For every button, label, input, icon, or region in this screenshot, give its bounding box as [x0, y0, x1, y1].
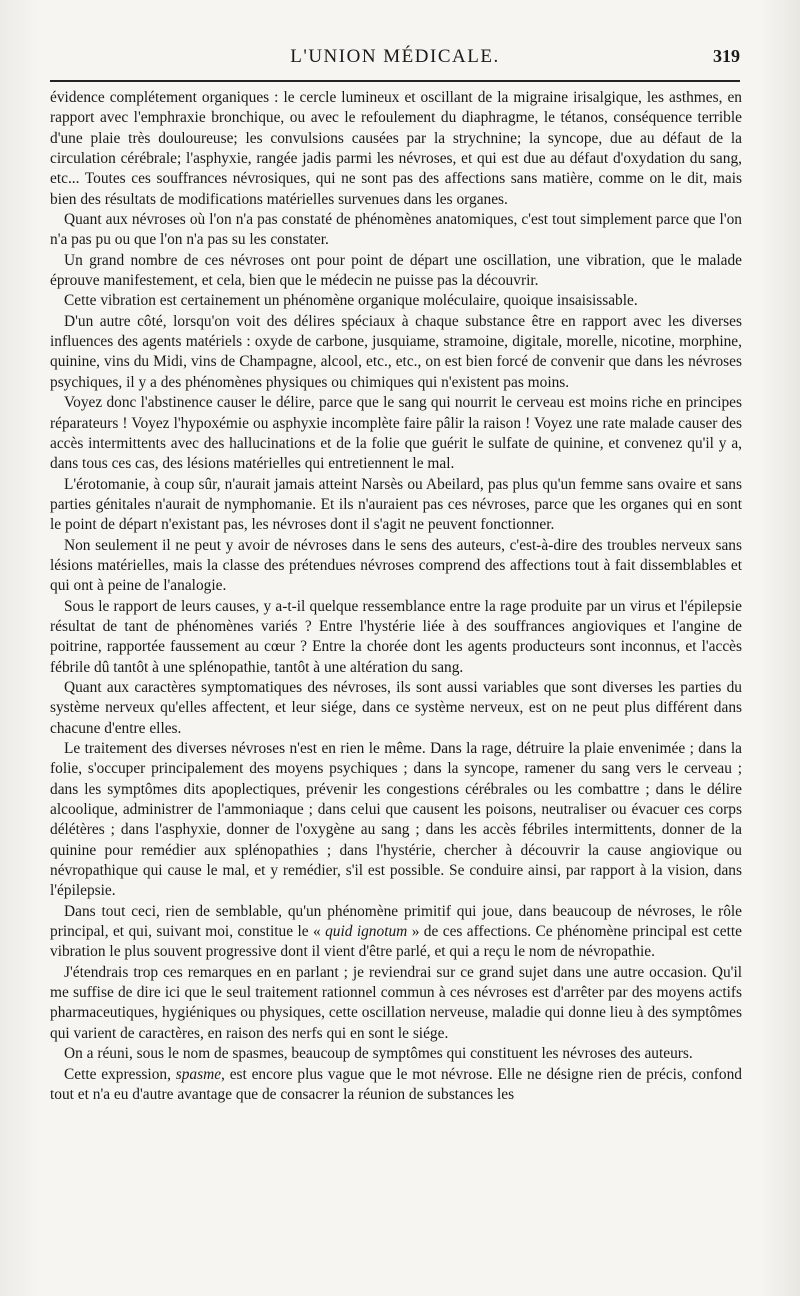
article-body: [50, 88, 742, 1105]
paragraph: D'un autre côté, lorsqu'on voit des délires spéciaux à chaque substance être en rapport avec les diverses influences des agents matériels : oxyde de carbone, jusquiame, stramoine, digitale, morelle, nicotine, morphine, quinine, vins du Midi, vins de Champagne, alcool, etc., etc., on est bien forcé de convenir que dans les névroses psychiques, il y a des phénomènes physiques ou chimiques qui n'existent pas moins.: [50, 312, 742, 391]
paragraph: [50, 1065, 742, 1106]
paragraph: [50, 902, 742, 963]
running-header: [50, 46, 740, 74]
paragraph: Cette vibration est certainement un phénomène organique moléculaire, quoique insaisissable.: [64, 292, 638, 310]
paragraph: Le traitement des diverses névroses n'est en rien le même. Dans la rage, détruire la plaie envenimée ; dans la folie, s'occuper principalement des moyens psychiques ; dans la syncope, ramener du sang vers le cerveau ; dans les symptômes dits apoplectiques, prévenir les congestions cérébrales ou les combattre ; dans le délire alcoolique, administrer de l'ammoniaque ; dans celui que causent les poisons, neutraliser ou évacuer ces corps délétères ; dans l'asphyxie, donner de l'oxygène au sang ; dans les accès fébriles intermittents, donner de la quinine pour remédier aux splénopathies ; dans l'hystérie, chercher à découvrir la cause angiovique ou névropathique qui cause le mal, et y remédier, s'il est possible. Se conduire ainsi, par rapport à la vision, dans l'épilepsie.: [50, 740, 742, 900]
paragraph: évidence complétement organiques : le cercle lumineux et oscillant de la migraine irisalgique, les asthmes, en rapport avec l'emphraxie bronchique, ou avec le refoulement du diaphragme, le tétanos, conséquence terrible d'une plaie très douloureuse; les convulsions causées par la strychnine; la syncope, due au défaut de la circulation cérébrale; l'asphyxie, rangée jadis parmi les névroses, et qui est due au défaut d'oxydation du sang, etc... Toutes ces souffrances névrosiques, qui ne sont pas des affections sans matière, comme on le dit, mais bien des résultats de modifications matérielles survenues dans les organes.: [50, 89, 742, 208]
paragraph: Voyez donc l'abstinence causer le délire, parce que le sang qui nourrit le cerveau est moins riche en principes réparateurs ! Voyez l'hypoxémie ou asphyxie incomplète faire pâlir la raison ! Voyez une rate malade causer des accès intermittents avec des hallucinations et de la folie que guérit le sulfate de quinine, et convenez qu'il y a, dans tous ces cas, des lésions matérielles qui entretiennent le mal.: [50, 394, 742, 473]
italic-phrase: spasme,: [175, 1065, 225, 1083]
paragraph: On a réuni, sous le nom de spasmes, beaucoup de symptômes qui constituent les névroses des auteurs.: [64, 1045, 693, 1063]
header-rule: [50, 80, 740, 82]
paragraph: Non seulement il ne peut y avoir de névroses dans le sens des auteurs, c'est-à-dire des troubles nerveux sans lésions matérielles, mais la classe des prétendues névroses comprend des affections tout à fait dissemblables et qui ont à peine de l'analogie.: [50, 536, 742, 595]
text-run: » de ces affections. Ce phénomène principal est cette vibration le plus souvent progressive dont il vient d'être parlé, et qui a reçu le nom de névropathie.: [50, 923, 742, 961]
text-run: Dans tout ceci, rien de semblable, qu'un phénomène primitif qui joue, dans beaucoup de névroses, le rôle principal, et qui, suivant moi, constitue le «: [50, 902, 742, 941]
text-run: Cette expression,: [64, 1065, 176, 1083]
page-number: 319: [713, 46, 740, 66]
paragraph: Un grand nombre de ces névroses ont pour point de départ une oscillation, une vibration, que le malade éprouve manifestement, et cela, bien que le médecin ne puisse pas la découvrir.: [50, 251, 742, 290]
italic-phrase: quid ignotum: [325, 923, 408, 941]
paragraph: Sous le rapport de leurs causes, y a-t-il quelque ressemblance entre la rage produite par un virus et l'épilepsie résultat de tant de phénomènes variés ? Entre l'hystérie liée à des souffrances angioviques et l'angine de poitrine, rapportée faussement au cœur ? Entre la chorée dont les agents producteurs sont inconnus, et l'accès fébrile dû tantôt à une splénopathie, tantôt à une altération du sang.: [50, 597, 742, 676]
paragraph: Quant aux névroses où l'on n'a pas constaté de phénomènes anatomiques, c'est tout simplement parce que l'on n'a pas pu ou que l'on n'a pas su les constater.: [50, 211, 742, 249]
journal-title: L'UNION MÉDICALE.: [290, 46, 500, 67]
paragraph: L'érotomanie, à coup sûr, n'aurait jamais atteint Narsès ou Abeilard, pas plus qu'un femme sans ovaire et sans parties génitales n'aurait de nymphomanie. Et ils n'auraient pas ces névroses, parce que les organes qui en sont le point de départ n'existant pas, les névroses dont il s'agit ne peuvent fonctionner.: [50, 475, 742, 534]
text-run: est encore plus vague que le mot névrose. Elle ne désigne rien de précis, confond tout et n'a eu d'autre avantage que de consacrer la réunion de substances les: [50, 1065, 742, 1103]
paragraph: J'étendrais trop ces remarques en en parlant ; je reviendrai sur ce grand sujet dans une autre occasion. Qu'il me suffise de dire ici que le seul traitement rationnel commun à ces névroses est d'arrêter par des moyens actifs pharmaceutiques, hygiéniques ou physiques, cette oscillation nerveuse, maladie qui donne lieu à des symptômes qui varient de caractères, en raison des nerfs qui en sont le siége.: [50, 963, 742, 1042]
paragraph: Quant aux caractères symptomatiques des névroses, ils sont aussi variables que sont diverses les parties du système nerveux qu'elles affectent, et leur siége, dans ce système nerveux, est on ne peut plus différent dans chacune d'entre elles.: [50, 678, 742, 737]
